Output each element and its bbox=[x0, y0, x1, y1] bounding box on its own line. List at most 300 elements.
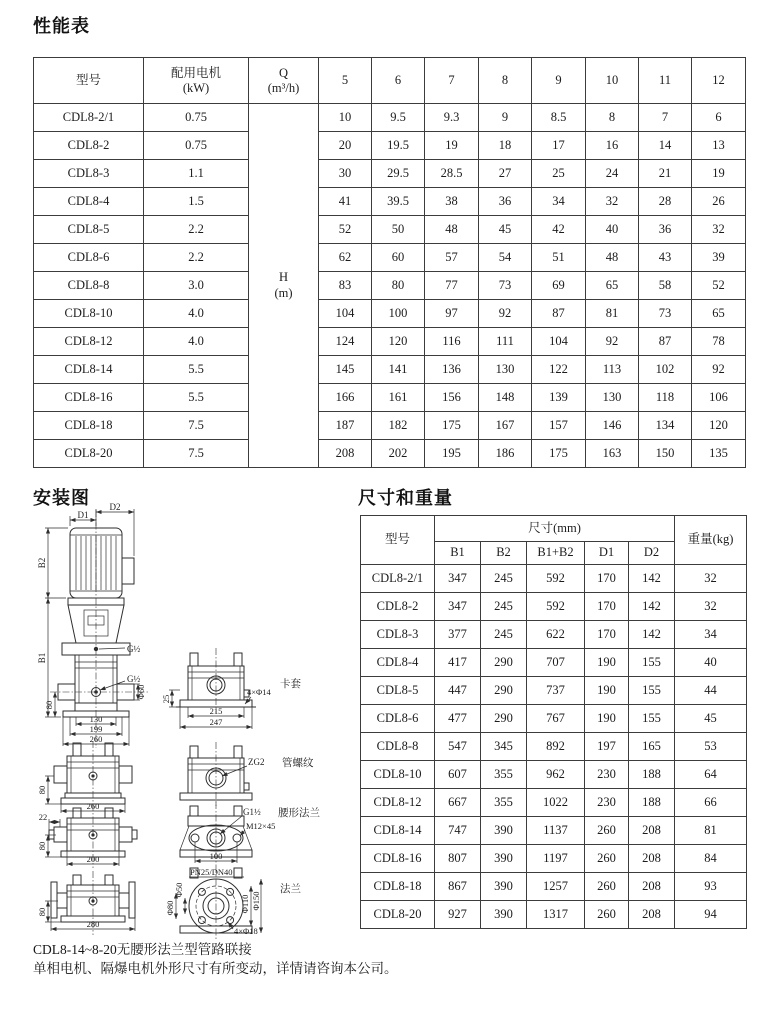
table-cell: 347 bbox=[435, 565, 481, 593]
callout-g-half-top: G½ bbox=[127, 644, 141, 654]
table-cell: 113 bbox=[586, 356, 639, 384]
table-cell: 170 bbox=[585, 565, 629, 593]
table-cell: 9 bbox=[479, 104, 532, 132]
table-cell: 355 bbox=[481, 789, 527, 817]
table-cell: 130 bbox=[479, 356, 532, 384]
col-b2: B2 bbox=[481, 542, 527, 565]
table-cell: 290 bbox=[481, 705, 527, 733]
outlet-variant-4-drawing bbox=[37, 871, 135, 935]
dim-phi150: Φ150 bbox=[251, 891, 261, 911]
callout-4xphi18: 4×Φ18 bbox=[234, 926, 258, 936]
table-cell: 26 bbox=[692, 188, 746, 216]
table-row bbox=[34, 104, 746, 132]
table-cell: 245 bbox=[481, 621, 527, 649]
table-cell: 1.1 bbox=[144, 160, 249, 188]
table-cell: 3.0 bbox=[144, 272, 249, 300]
table-cell: 32 bbox=[586, 188, 639, 216]
footnote-line-1: CDL8-14~8-20无腰形法兰型管路联接 bbox=[33, 942, 252, 957]
table-cell: CDL8-2 bbox=[361, 593, 435, 621]
col-flow-8: 8 bbox=[479, 58, 532, 104]
dim-80-row3: 80 bbox=[37, 841, 47, 851]
main-pump-drawing bbox=[37, 502, 148, 748]
table-cell: 161 bbox=[372, 384, 425, 412]
dim-247: 247 bbox=[209, 717, 223, 727]
table-cell: 80 bbox=[372, 272, 425, 300]
table-cell: 139 bbox=[532, 384, 586, 412]
footnotes bbox=[33, 941, 593, 979]
table-cell: 208 bbox=[319, 440, 372, 468]
table-cell: 50 bbox=[372, 216, 425, 244]
callout-zg2: ZG2 bbox=[248, 757, 265, 767]
table-cell: 36 bbox=[479, 188, 532, 216]
table-cell: 40 bbox=[675, 649, 747, 677]
table-cell: 27 bbox=[479, 160, 532, 188]
table-cell: 260 bbox=[585, 845, 629, 873]
table-cell: 120 bbox=[692, 412, 746, 440]
table-cell: 52 bbox=[692, 272, 746, 300]
col-d1: D1 bbox=[585, 542, 629, 565]
dimensions-title: 尺寸和重量 bbox=[358, 488, 453, 509]
table-row bbox=[34, 440, 746, 468]
table-cell: 64 bbox=[675, 761, 747, 789]
dim-260-main: 260 bbox=[89, 734, 103, 744]
dim-b2: B2 bbox=[37, 557, 47, 569]
table-cell: CDL8-4 bbox=[34, 188, 144, 216]
table-row bbox=[361, 733, 747, 761]
table-cell: 170 bbox=[585, 621, 629, 649]
dimension-table-body bbox=[361, 565, 747, 929]
table-cell: 25 bbox=[532, 160, 586, 188]
table-cell: 39 bbox=[692, 244, 746, 272]
table-cell: 19 bbox=[692, 160, 746, 188]
col-flow-11: 11 bbox=[639, 58, 692, 104]
table-cell: 592 bbox=[527, 565, 585, 593]
table-row bbox=[34, 132, 746, 160]
table-cell: 92 bbox=[586, 328, 639, 356]
table-cell: 9.3 bbox=[425, 104, 479, 132]
table-cell: 190 bbox=[585, 649, 629, 677]
table-cell: 355 bbox=[481, 761, 527, 789]
callout-pn25-dn40: PN25/DN40 bbox=[190, 867, 233, 877]
table-row bbox=[361, 677, 747, 705]
table-cell: 1137 bbox=[527, 817, 585, 845]
table-cell: 17 bbox=[532, 132, 586, 160]
table-cell: 53 bbox=[675, 733, 747, 761]
col-model: 型号 bbox=[34, 58, 144, 104]
table-cell: 65 bbox=[692, 300, 746, 328]
table-cell: 290 bbox=[481, 677, 527, 705]
table-cell: 45 bbox=[479, 216, 532, 244]
table-cell: 377 bbox=[435, 621, 481, 649]
table-row bbox=[361, 873, 747, 901]
table-cell: 52 bbox=[319, 216, 372, 244]
motor-fins bbox=[76, 536, 116, 590]
table-cell: 245 bbox=[481, 565, 527, 593]
table-cell: 42 bbox=[532, 216, 586, 244]
table-cell: 84 bbox=[675, 845, 747, 873]
performance-table-body bbox=[34, 104, 746, 468]
table-cell: 260 bbox=[585, 901, 629, 929]
table-cell: 417 bbox=[435, 649, 481, 677]
table-cell: CDL8-2 bbox=[34, 132, 144, 160]
table-cell: 208 bbox=[629, 845, 675, 873]
table-cell: 8 bbox=[586, 104, 639, 132]
table-cell: 92 bbox=[692, 356, 746, 384]
table-cell: 195 bbox=[425, 440, 479, 468]
table-cell: 0.75 bbox=[144, 132, 249, 160]
table-cell: 230 bbox=[585, 761, 629, 789]
table-cell: 156 bbox=[425, 384, 479, 412]
table-cell: 13 bbox=[692, 132, 746, 160]
table-cell: CDL8-3 bbox=[34, 160, 144, 188]
table-row bbox=[361, 705, 747, 733]
table-cell: CDL8-12 bbox=[34, 328, 144, 356]
table-cell: 58 bbox=[639, 272, 692, 300]
flange-drawing bbox=[165, 866, 301, 941]
table-cell: 104 bbox=[319, 300, 372, 328]
table-cell: 2.2 bbox=[144, 244, 249, 272]
col-flow-5: 5 bbox=[319, 58, 372, 104]
table-cell: CDL8-6 bbox=[34, 244, 144, 272]
dim-25: 25 bbox=[161, 694, 171, 704]
table-cell: 170 bbox=[585, 593, 629, 621]
table-cell: 32 bbox=[675, 593, 747, 621]
table-cell: 390 bbox=[481, 817, 527, 845]
table-cell: 124 bbox=[319, 328, 372, 356]
table-cell: 142 bbox=[629, 621, 675, 649]
table-cell: 182 bbox=[372, 412, 425, 440]
table-cell: 477 bbox=[435, 705, 481, 733]
table-cell: 208 bbox=[629, 817, 675, 845]
table-cell: 146 bbox=[586, 412, 639, 440]
table-cell: 7.5 bbox=[144, 412, 249, 440]
table-cell: 73 bbox=[479, 272, 532, 300]
table-cell: 8.5 bbox=[532, 104, 586, 132]
table-cell: 0.75 bbox=[144, 104, 249, 132]
table-cell: 230 bbox=[585, 789, 629, 817]
installation-title: 安装图 bbox=[33, 488, 90, 509]
table-cell: 30 bbox=[319, 160, 372, 188]
table-row bbox=[34, 412, 746, 440]
table-cell: 51 bbox=[532, 244, 586, 272]
table-cell: CDL8-16 bbox=[361, 845, 435, 873]
table-cell: 4.0 bbox=[144, 300, 249, 328]
footnote-line-2: 单相电机、隔爆电机外形尺寸有所变动，详情请咨询本公司。 bbox=[33, 960, 398, 976]
table-cell: 345 bbox=[481, 733, 527, 761]
dim-phi80: Φ80 bbox=[165, 900, 175, 916]
table-cell: 260 bbox=[585, 873, 629, 901]
dim-22: 22 bbox=[38, 812, 48, 822]
dim-b1: B1 bbox=[37, 652, 47, 664]
table-cell: 547 bbox=[435, 733, 481, 761]
table-cell: 134 bbox=[639, 412, 692, 440]
table-cell: 130 bbox=[586, 384, 639, 412]
table-cell: 148 bbox=[479, 384, 532, 412]
table-cell: 93 bbox=[675, 873, 747, 901]
dim-100: 100 bbox=[209, 851, 223, 861]
table-cell: 155 bbox=[629, 677, 675, 705]
table-cell: 38 bbox=[425, 188, 479, 216]
table-cell: 1022 bbox=[527, 789, 585, 817]
table-cell: 202 bbox=[372, 440, 425, 468]
dim-215: 215 bbox=[209, 706, 223, 716]
table-cell: CDL8-10 bbox=[34, 300, 144, 328]
table-cell: 54 bbox=[479, 244, 532, 272]
table-cell: 6 bbox=[692, 104, 746, 132]
table-cell: 78 bbox=[692, 328, 746, 356]
table-row bbox=[361, 817, 747, 845]
table-cell: 142 bbox=[629, 593, 675, 621]
table-cell: 136 bbox=[425, 356, 479, 384]
dim-d1: D1 bbox=[77, 510, 89, 520]
table-cell: 32 bbox=[675, 565, 747, 593]
table-cell: 190 bbox=[585, 677, 629, 705]
callout-g1-half: G1½ bbox=[243, 807, 261, 817]
table-cell: 2.2 bbox=[144, 216, 249, 244]
table-cell: 1.5 bbox=[144, 188, 249, 216]
table-cell: 163 bbox=[586, 440, 639, 468]
table-cell: CDL8-18 bbox=[361, 873, 435, 901]
table-cell: 102 bbox=[639, 356, 692, 384]
table-row bbox=[34, 272, 746, 300]
dim-200: 200 bbox=[86, 854, 100, 864]
table-cell: 707 bbox=[527, 649, 585, 677]
col-motor bbox=[144, 58, 249, 104]
table-cell: 187 bbox=[319, 412, 372, 440]
table-cell: 165 bbox=[629, 733, 675, 761]
col-b1b2: B1+B2 bbox=[527, 542, 585, 565]
dim-80-main: 80 bbox=[44, 700, 54, 710]
table-cell: 4.0 bbox=[144, 328, 249, 356]
col-flow-12: 12 bbox=[692, 58, 746, 104]
table-cell: 34 bbox=[532, 188, 586, 216]
table-cell: 1197 bbox=[527, 845, 585, 873]
table-cell: 927 bbox=[435, 901, 481, 929]
table-cell: 65 bbox=[586, 272, 639, 300]
table-cell: CDL8-8 bbox=[34, 272, 144, 300]
table-cell: 962 bbox=[527, 761, 585, 789]
table-cell: 166 bbox=[319, 384, 372, 412]
table-cell: 807 bbox=[435, 845, 481, 873]
dim-80-row2: 80 bbox=[37, 785, 47, 795]
col-flow-line2: (m³/h) bbox=[267, 80, 300, 95]
table-cell: 48 bbox=[425, 216, 479, 244]
table-row bbox=[34, 244, 746, 272]
col-d2: D2 bbox=[629, 542, 675, 565]
table-row bbox=[34, 58, 746, 104]
table-cell: 36 bbox=[639, 216, 692, 244]
table-cell: 122 bbox=[532, 356, 586, 384]
dim-phi50: Φ50 bbox=[174, 882, 184, 898]
col-flow-9: 9 bbox=[532, 58, 586, 104]
table-cell: 14 bbox=[639, 132, 692, 160]
table-cell: 1317 bbox=[527, 901, 585, 929]
table-cell: 186 bbox=[479, 440, 532, 468]
table-cell: 116 bbox=[425, 328, 479, 356]
dim-d2: D2 bbox=[109, 502, 121, 512]
table-row bbox=[361, 565, 747, 593]
table-cell: CDL8-3 bbox=[361, 621, 435, 649]
label-clamp: 卡套 bbox=[280, 679, 301, 690]
callout-4xphi14: 4×Φ14 bbox=[247, 687, 271, 697]
table-cell: 66 bbox=[675, 789, 747, 817]
table-cell: 667 bbox=[435, 789, 481, 817]
table-cell: 390 bbox=[481, 873, 527, 901]
table-cell: 747 bbox=[435, 817, 481, 845]
table-cell: 260 bbox=[585, 817, 629, 845]
col-flow-line1: Q bbox=[278, 65, 289, 80]
table-cell: 592 bbox=[527, 593, 585, 621]
waist-flange-drawing bbox=[180, 802, 320, 866]
table-cell: 135 bbox=[692, 440, 746, 468]
table-cell: 245 bbox=[481, 593, 527, 621]
table-cell: CDL8-14 bbox=[34, 356, 144, 384]
table-cell: 24 bbox=[586, 160, 639, 188]
table-cell: 290 bbox=[481, 649, 527, 677]
dim-80-row4: 80 bbox=[37, 907, 47, 917]
table-row bbox=[361, 593, 747, 621]
dim-199: 199 bbox=[89, 724, 103, 734]
table-cell: CDL8-20 bbox=[361, 901, 435, 929]
label-waist-flange: 腰形法兰 bbox=[278, 808, 320, 819]
label-pipe-thread: 管螺纹 bbox=[282, 758, 314, 769]
clamp-connection-drawing bbox=[161, 648, 301, 729]
callout-m12x45: M12×45 bbox=[246, 821, 276, 831]
table-cell: CDL8-12 bbox=[361, 789, 435, 817]
table-cell: 19 bbox=[425, 132, 479, 160]
table-cell: 155 bbox=[629, 705, 675, 733]
table-cell: 120 bbox=[372, 328, 425, 356]
table-cell: 1257 bbox=[527, 873, 585, 901]
table-cell: 32 bbox=[692, 216, 746, 244]
table-cell: 190 bbox=[585, 705, 629, 733]
table-cell: 94 bbox=[675, 901, 747, 929]
label-flange: 法兰 bbox=[280, 884, 301, 895]
table-cell: 155 bbox=[629, 649, 675, 677]
table-cell: 18 bbox=[479, 132, 532, 160]
dim-phi60: Φ60 bbox=[136, 684, 146, 700]
merged-cell-line: (m) bbox=[274, 285, 293, 300]
table-row bbox=[34, 328, 746, 356]
table-cell: CDL8-20 bbox=[34, 440, 144, 468]
table-cell: CDL8-10 bbox=[361, 761, 435, 789]
table-cell: CDL8-5 bbox=[34, 216, 144, 244]
table-cell: 157 bbox=[532, 412, 586, 440]
table-cell: 622 bbox=[527, 621, 585, 649]
table-cell: 208 bbox=[629, 873, 675, 901]
table-cell: 34 bbox=[675, 621, 747, 649]
table-cell: 60 bbox=[372, 244, 425, 272]
table-cell: 39.5 bbox=[372, 188, 425, 216]
table-cell: 142 bbox=[629, 565, 675, 593]
table-row bbox=[361, 649, 747, 677]
table-cell: 40 bbox=[586, 216, 639, 244]
table-row bbox=[361, 845, 747, 873]
table-cell: 7.5 bbox=[144, 440, 249, 468]
dim-phi110: Φ110 bbox=[240, 894, 250, 914]
table-row bbox=[361, 901, 747, 929]
col-flow-7: 7 bbox=[425, 58, 479, 104]
table-cell: 106 bbox=[692, 384, 746, 412]
table-cell: 97 bbox=[425, 300, 479, 328]
table-cell: 20 bbox=[319, 132, 372, 160]
table-cell: 390 bbox=[481, 845, 527, 873]
table-cell: 48 bbox=[586, 244, 639, 272]
table-cell: 21 bbox=[639, 160, 692, 188]
table-cell: 118 bbox=[639, 384, 692, 412]
table-cell: CDL8-18 bbox=[34, 412, 144, 440]
col-flow bbox=[249, 58, 319, 104]
col-motor-line2: (kW) bbox=[182, 80, 210, 95]
table-cell: 175 bbox=[425, 412, 479, 440]
table-cell: 83 bbox=[319, 272, 372, 300]
table-cell: 29.5 bbox=[372, 160, 425, 188]
callout-g-half-side: G½ bbox=[127, 674, 141, 684]
table-cell: 45 bbox=[675, 705, 747, 733]
performance-table-header bbox=[34, 58, 746, 104]
merged-cell-line: H bbox=[278, 269, 289, 284]
table-cell: 87 bbox=[639, 328, 692, 356]
table-row bbox=[361, 516, 747, 542]
table-cell: 188 bbox=[629, 761, 675, 789]
table-cell: 19.5 bbox=[372, 132, 425, 160]
pipe-thread-drawing bbox=[180, 742, 314, 806]
table-cell: 62 bbox=[319, 244, 372, 272]
outlet-variant-3-drawing bbox=[37, 804, 137, 868]
performance-title: 性能表 bbox=[33, 16, 90, 37]
table-cell: CDL8-8 bbox=[361, 733, 435, 761]
table-row bbox=[34, 216, 746, 244]
table-cell: 208 bbox=[629, 901, 675, 929]
dimension-table-header bbox=[361, 516, 747, 565]
table-cell: CDL8-16 bbox=[34, 384, 144, 412]
col-weight: 重量(kg) bbox=[675, 516, 747, 565]
table-row bbox=[361, 789, 747, 817]
table-cell: 77 bbox=[425, 272, 479, 300]
table-cell: 150 bbox=[639, 440, 692, 468]
table-cell: 43 bbox=[639, 244, 692, 272]
col-flow-6: 6 bbox=[372, 58, 425, 104]
col-flow-10: 10 bbox=[586, 58, 639, 104]
table-row bbox=[34, 188, 746, 216]
table-cell: 188 bbox=[629, 789, 675, 817]
installation-diagram bbox=[30, 498, 360, 943]
table-cell: 16 bbox=[586, 132, 639, 160]
table-cell: 69 bbox=[532, 272, 586, 300]
table-cell: 141 bbox=[372, 356, 425, 384]
table-cell: CDL8-5 bbox=[361, 677, 435, 705]
table-cell: 7 bbox=[639, 104, 692, 132]
table-cell: 197 bbox=[585, 733, 629, 761]
table-cell: 57 bbox=[425, 244, 479, 272]
dim-280: 280 bbox=[86, 919, 100, 929]
table-cell: 867 bbox=[435, 873, 481, 901]
merged-cell bbox=[249, 104, 319, 468]
col-motor-line1: 配用电机 bbox=[170, 65, 221, 80]
table-cell: CDL8-14 bbox=[361, 817, 435, 845]
table-cell: 87 bbox=[532, 300, 586, 328]
table-row bbox=[34, 356, 746, 384]
table-cell: CDL8-2/1 bbox=[34, 104, 144, 132]
dim-130: 130 bbox=[89, 714, 103, 724]
table-row bbox=[34, 384, 746, 412]
table-cell: 447 bbox=[435, 677, 481, 705]
table-cell: 5.5 bbox=[144, 384, 249, 412]
table-row bbox=[361, 761, 747, 789]
table-cell: CDL8-6 bbox=[361, 705, 435, 733]
table-cell: 73 bbox=[639, 300, 692, 328]
performance-table bbox=[33, 57, 746, 468]
